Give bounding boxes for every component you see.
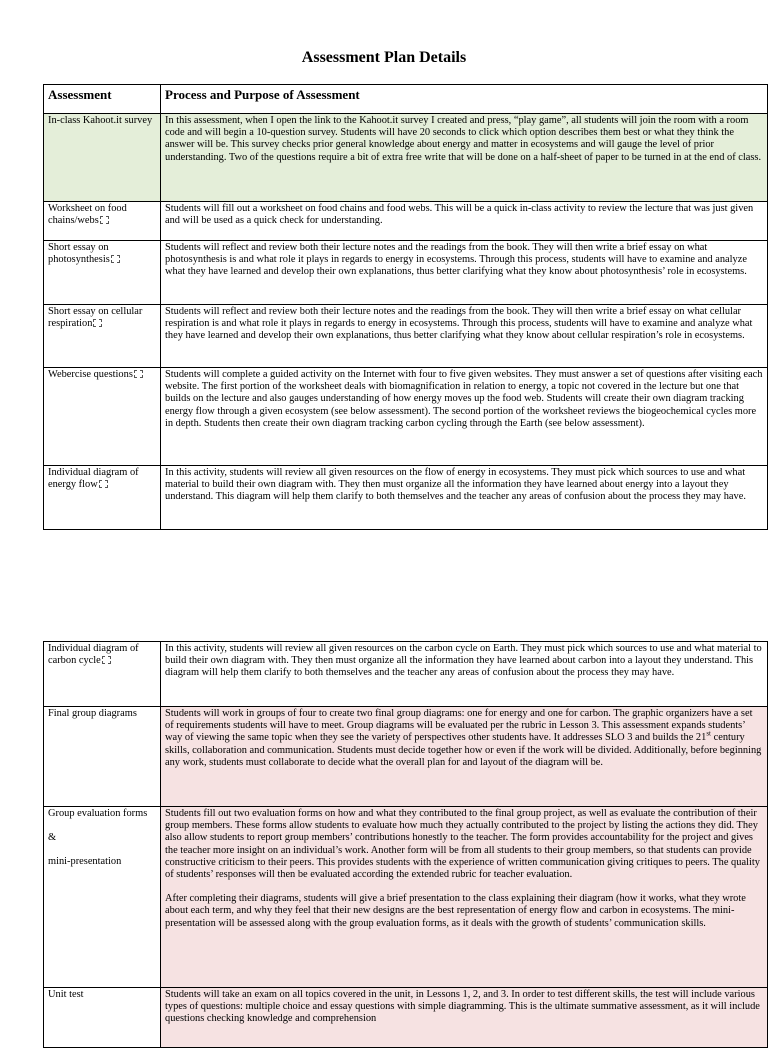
embedded-object-icon	[134, 370, 143, 378]
assessment-description: Students will fill out a worksheet on food chains and food webs. This will be a quick in-class activity to review the lecture that was just given and will be used as a quick check for understanding.	[161, 202, 768, 241]
assessment-name: Short essay on photosynthesis	[44, 241, 161, 305]
table-row	[44, 642, 768, 707]
assessment-description: In this activity, students will review all given resources on the carbon cycle on Earth. They must pick which sources to use and what material to build their own diagram with. They then must organize all the information they have learned about carbon into a layout they understand. This diagram will help them clarify to both themselves and the teacher any areas of confusion about the process they may have.	[161, 642, 768, 707]
assessment-description: Students will work in groups of four to create two final group diagrams: one for energy and one for carbon. The graphic organizers have a set of requirements students will have to meet. Group diagrams will be evaluated per the rubric in Lesson 3. This assessment expands students’ way of viewing the same topic when they see the variety of perspectives other students have. It addresses SLO 3 and builds the 21st century skills, collaboration and communication. Students must decide together how or even if the work will be divided. Additionally, before beginning any work, students must collaborate to decide what the overall plan for and layout of the diagram will be.	[161, 707, 768, 807]
table-row	[44, 114, 768, 202]
assessment-description: Students will reflect and review both their lecture notes and the readings from the book. They will then write a brief essay on what photosynthesis is and what role it plays in regards to energy in ecosystems. Through this process, students will have to examine and analyze what they have learned and develop their own explanations, thus better clarifying what they know about photosynthesis’ role in ecosystems.	[161, 241, 768, 305]
assessment-name: Group evaluation forms & mini-presentation	[44, 807, 161, 988]
assessment-name: Unit test	[44, 988, 161, 1048]
table-header-row	[44, 85, 768, 114]
header-process-purpose: Process and Purpose of Assessment	[161, 85, 768, 114]
assessment-name: Webercise questions	[44, 368, 161, 466]
assessment-table-top	[43, 84, 768, 530]
table-row	[44, 241, 768, 305]
assessment-description: Students will complete a guided activity on the Internet with four to five given websites. They must answer a set of questions after visiting each website. The first portion of the worksheet deals with biomagnification in relation to energy, a topic not covered in the lecture but one that builds on the lecture and also gauges understanding of how energy moves up the food web. Students will create their own diagram tracking energy flow through a given ecosystem (see below assessment). The second portion of the worksheet reviews the biogeochemical cycles more in depth. Students then create their own diagram tracking carbon cycling through the Earth (see below assessment).	[161, 368, 768, 466]
table-row	[44, 368, 768, 466]
header-assessment: Assessment	[44, 85, 161, 114]
table-row	[44, 305, 768, 368]
embedded-object-icon	[93, 319, 102, 327]
table-row	[44, 707, 768, 807]
table-row	[44, 988, 768, 1048]
embedded-object-icon	[100, 216, 109, 224]
embedded-object-icon	[102, 656, 111, 664]
assessment-name: Worksheet on food chains/webs	[44, 202, 161, 241]
assessment-description: Students will reflect and review both their lecture notes and the readings from the book. They will then write a brief essay on what cellular respiration is and what role it plays in regards to energy in ecosystems. Through this process, students will have to examine and analyze what they have learned and develop their own explanations, thus better clarifying what they know about cellular respiration’s role in ecosystems.	[161, 305, 768, 368]
table-row	[44, 807, 768, 988]
embedded-object-icon	[111, 255, 120, 263]
assessment-description: Students will take an exam on all topics covered in the unit, in Lessons 1, 2, and 3. In order to test different skills, the test will include various types of questions: multiple choice and essay questions with simple diagramming. This is the ultimate summative assessment, as it will include questions checking knowledge and comprehension	[161, 988, 768, 1048]
assessment-name: Individual diagram of carbon cycle	[44, 642, 161, 707]
table-row	[44, 202, 768, 241]
assessment-name: Short essay on cellular respiration	[44, 305, 161, 368]
assessment-table-continued	[43, 641, 768, 1048]
assessment-name: Final group diagrams	[44, 707, 161, 807]
page-title: Assessment Plan Details	[301, 49, 467, 66]
table-row	[44, 466, 768, 530]
assessment-description: In this activity, students will review all given resources on the flow of energy in ecosystems. They must pick which sources to use and what material to build their own diagram with. They then must organize all the information they have learned about energy into a layout they understand. This diagram will help them clarify to both themselves and the teacher any areas of confusion about the process they may have.	[161, 466, 768, 530]
assessment-name: Individual diagram of energy flow	[44, 466, 161, 530]
assessment-description: In this assessment, when I open the link to the Kahoot.it survey I created and press, “play game”, all students will join the room with a room code and will begin a 10-question survey. Students will have 20 seconds to click which option describes them best or what they think the answer will be. This survey checks prior general knowledge about energy and matter in ecosystems and will gauge the level of prior understanding. Two of the questions require a bit of extra free write that will be done on a half-sheet of paper to be turned in at the end of class.	[161, 114, 768, 202]
assessment-description: Students fill out two evaluation forms on how and what they contributed to the final group project, as well as evaluate the contribution of their group members. These forms allow students to evaluate how much they actually contributed to the project by listing the actions they did. They also allow students to report group members’ contributions honestly to the teacher. The form provides accountability for the project and gives the teacher more insight on an individual’s work. Another form will be from all students to their group members, so that students can provide constructive criticism to their peers. This provides students with the experience of written communication giving critiques to peers. The quality of students’ responses will then be evaluated according the extended rubric for teacher evaluation. After completing their diagrams, students will give a brief presentation to the class explaining their diagram (how it works, what they wrote about each term, and why they feel that their new designs are the best representation of energy flow and carbon in ecosystems. The mini-presentation will be assessed along with the group evaluation forms, as it deals with the growth of students’ communication skills.	[161, 807, 768, 988]
assessment-name: In-class Kahoot.it survey	[44, 114, 161, 202]
embedded-object-icon	[99, 480, 108, 488]
